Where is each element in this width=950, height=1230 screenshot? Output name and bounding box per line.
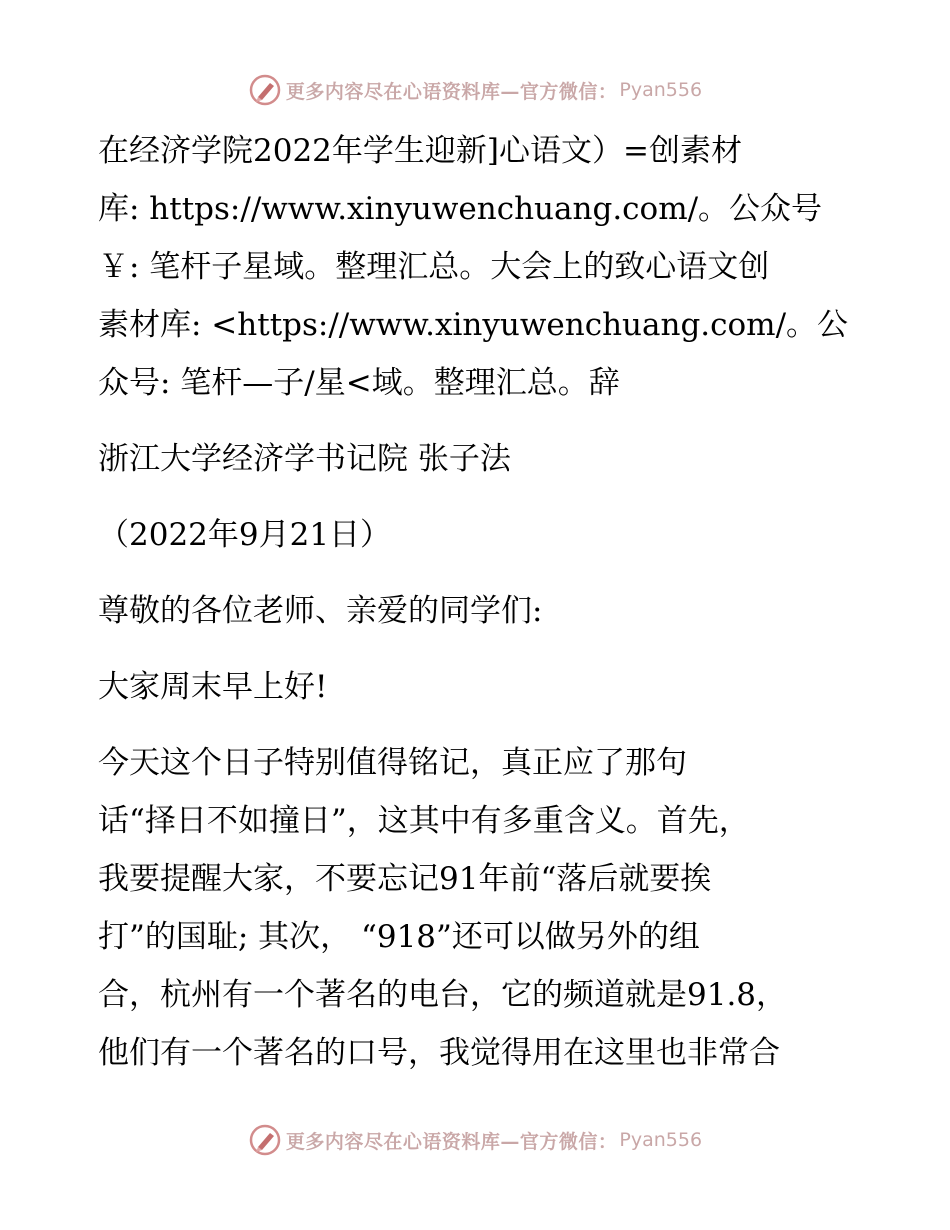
title-line: 素材库: <https://www.xinyuwenchuang.com/。公: [98, 307, 849, 343]
pen-logo-icon: [248, 73, 282, 107]
date-line: （2022年9月21日）: [98, 517, 392, 553]
watermark-wechat-id: Pyan556: [619, 79, 703, 101]
title-line: 库: https://www.xinyuwenchuang.com/。公众号: [98, 191, 823, 227]
watermark-wechat-id: Pyan556: [619, 1129, 703, 1151]
title-line: 在经济学院2022年学生迎新]心语文）=创素材: [98, 133, 742, 169]
title-line: ￥: 笔杆子星域。整理汇总。大会上的致心语文创: [98, 249, 770, 285]
body-line: 合，杭州有一个著名的电台，它的频道就是91.8，: [98, 977, 788, 1013]
body-line: 打”的国耻; 其次， “918”还可以做另外的组: [98, 919, 700, 955]
body-line: 今天这个日子特别值得铭记，真正应了那句: [98, 745, 687, 781]
watermark-footer: [0, 1120, 950, 1160]
author-line: 浙江大学经济学书记院 张子法: [98, 441, 511, 477]
document-body: [98, 122, 858, 1082]
body-line: 他们有一个著名的口号，我觉得用在这里也非常合: [98, 1035, 780, 1071]
greeting-line: 大家周末早上好!: [98, 669, 328, 705]
body-line: 话“择日不如撞日”，这其中有多重含义。首先，: [98, 803, 750, 839]
pen-logo-icon: [248, 1123, 282, 1157]
watermark-text: 更多内容尽在心语资料库—官方微信：: [285, 80, 618, 103]
watermark-header: [0, 70, 950, 110]
title-line: 众号: 笔杆—子/星<域。整理汇总。辞: [98, 365, 620, 401]
body-line: 我要提醒大家，不要忘记91年前“落后就要挨: [98, 861, 712, 897]
watermark-text: 更多内容尽在心语资料库—官方微信：: [285, 1130, 618, 1153]
salutation-line: 尊敬的各位老师、亲爱的同学们:: [98, 593, 543, 629]
